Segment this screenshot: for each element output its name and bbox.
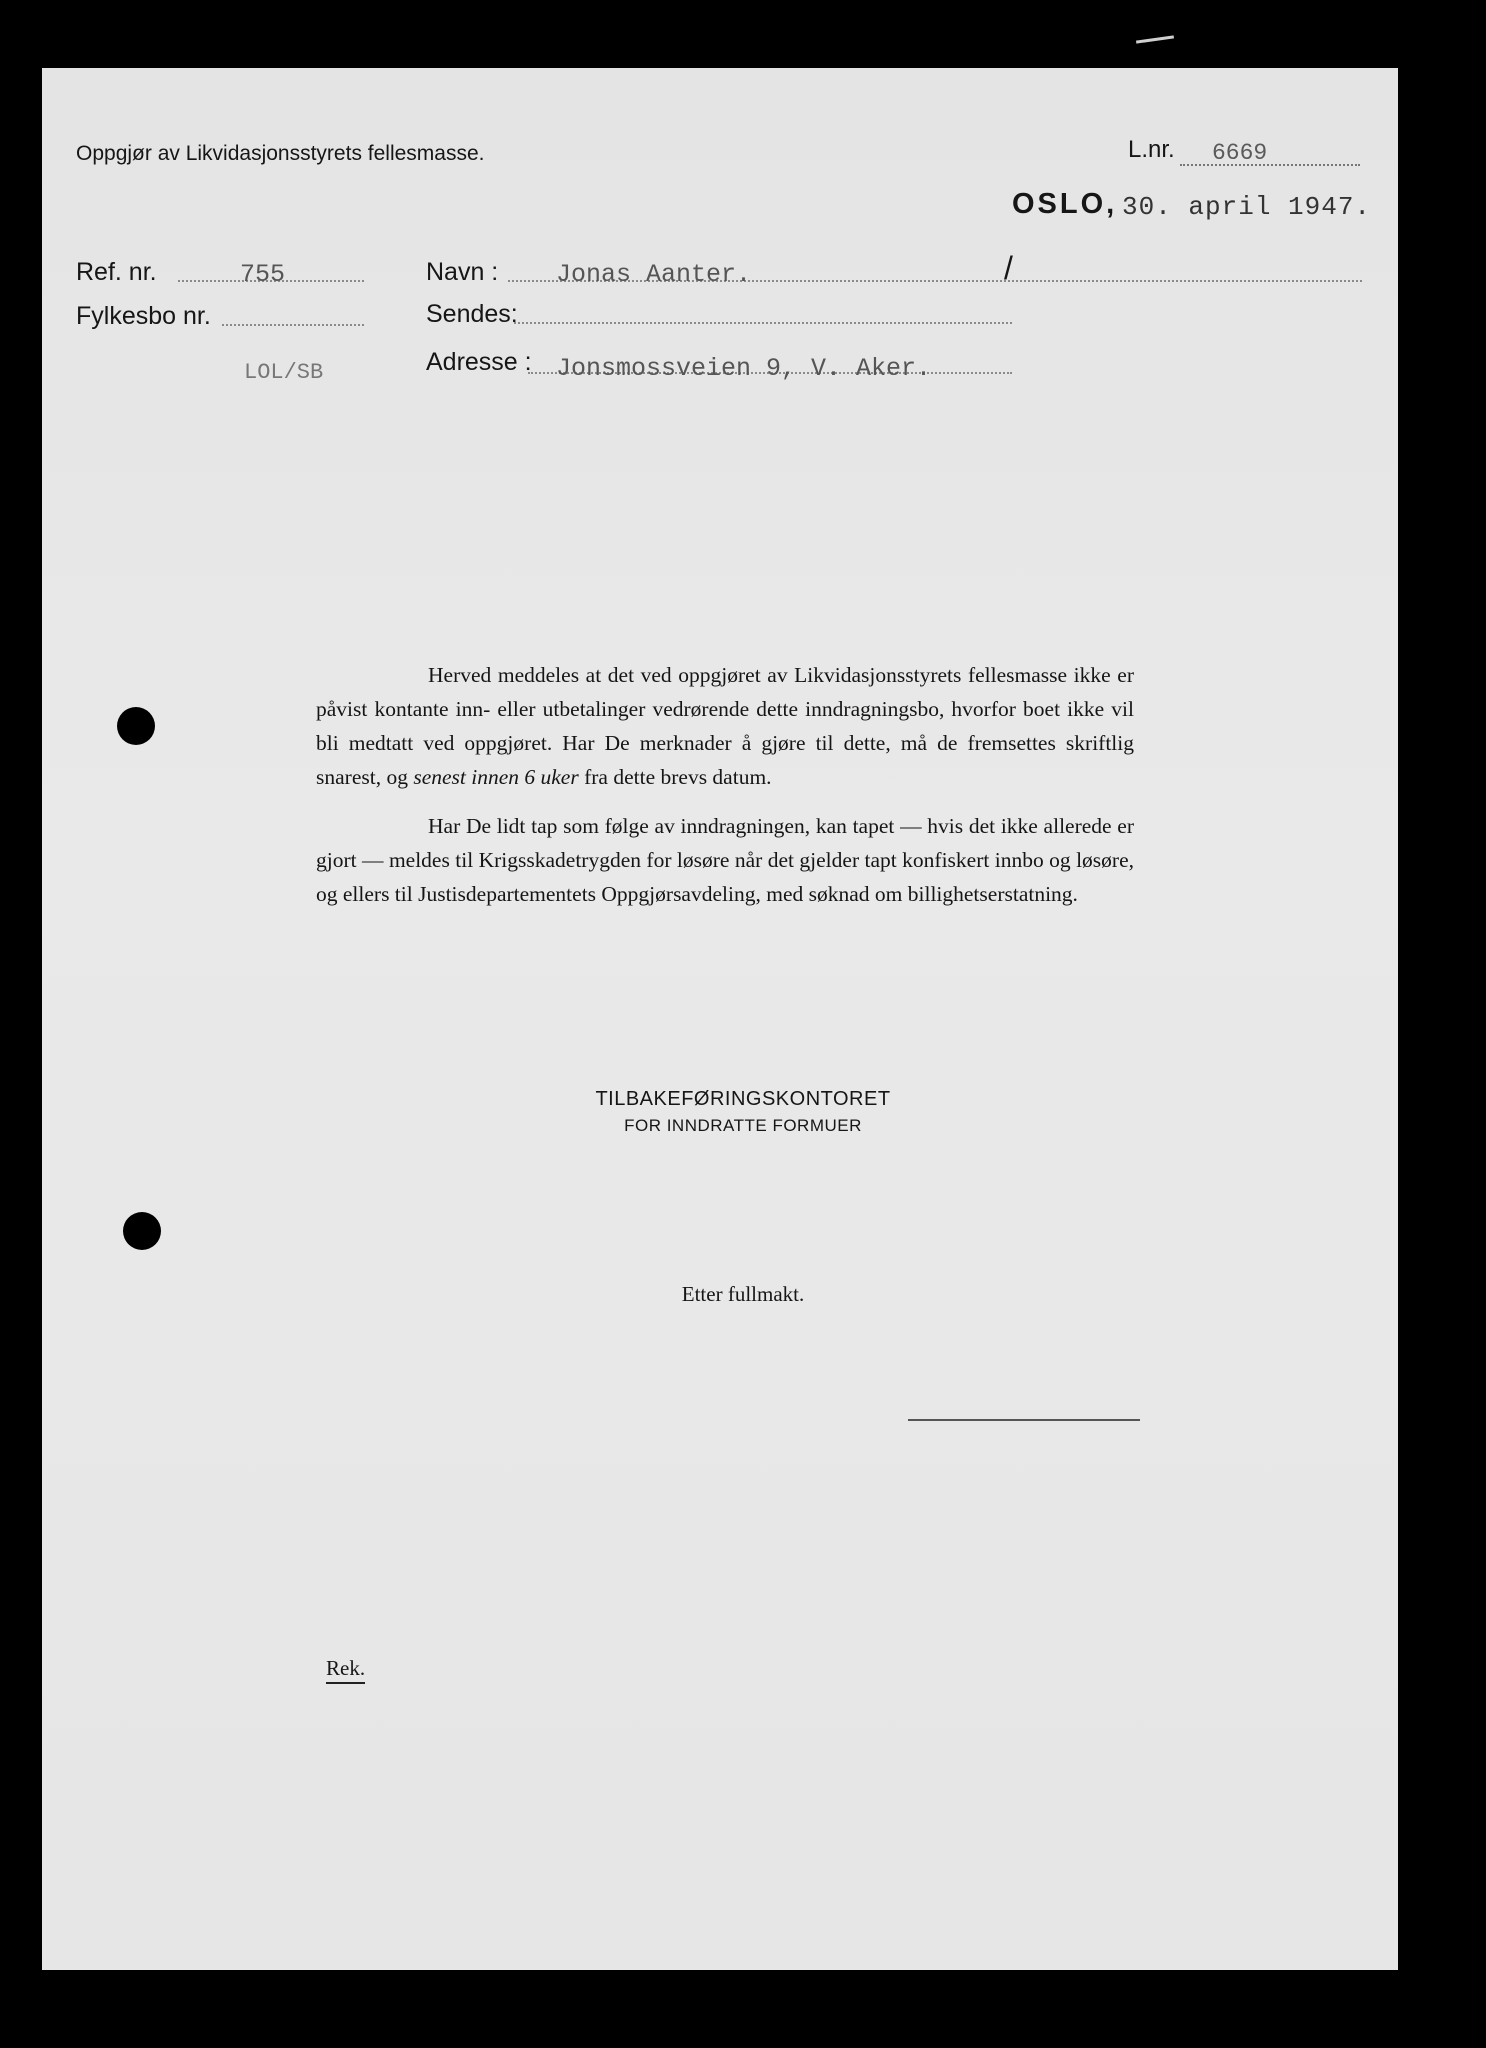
navn-label: Navn : bbox=[426, 258, 499, 286]
initials: LOL/SB bbox=[244, 360, 324, 385]
etter-fullmakt: Etter fullmakt. bbox=[681, 1282, 805, 1306]
lnr-dotted-line bbox=[1180, 164, 1360, 166]
paragraph-1-end: fra dette brevs datum. bbox=[578, 765, 772, 789]
lnr-label: L.nr. bbox=[1128, 136, 1175, 163]
sendes-label: Sendes: bbox=[426, 300, 518, 328]
deadline-emphasis: senest innen 6 uker bbox=[413, 765, 579, 789]
paragraph-2: Har De lidt tap som følge av inndragningen, kan tapet — hvis det ikke allerede er gjort — meldes til Krigsskadetrygden for løsøre når det gjelder tapt konfiskert innbo og løsøre, og ellers til Justisdepartementets Oppgjørsavdeling, med søknad om billighetserstatning. bbox=[316, 814, 1134, 906]
ref-label: Ref. nr. bbox=[76, 258, 157, 286]
fylkesbo-dotted-line bbox=[222, 324, 364, 326]
lnr-value: 6669 bbox=[1212, 140, 1268, 166]
signature-line bbox=[908, 1419, 1140, 1421]
city: OSLO, bbox=[1012, 188, 1118, 220]
date: 30. april 1947. bbox=[1122, 192, 1372, 222]
punch-hole-bottom bbox=[123, 1212, 161, 1250]
scan-mark bbox=[1136, 35, 1174, 43]
adresse-value: Jonsmossveien 9, V. Aker. bbox=[556, 354, 932, 383]
office-subtitle: FOR INNDRATTE FORMUER bbox=[624, 1116, 862, 1135]
rek-note: Rek. bbox=[326, 1656, 365, 1684]
adresse-label: Adresse : bbox=[426, 348, 532, 376]
sendes-dotted-line bbox=[514, 322, 1012, 324]
punch-hole-top bbox=[117, 707, 155, 745]
navn-value: Jonas Aanter. bbox=[556, 260, 752, 289]
document-title: Oppgjør av Likvidasjonsstyrets fellesmasse. bbox=[76, 142, 485, 165]
navn-slash: / bbox=[1004, 250, 1013, 286]
paragraph-1 bbox=[316, 658, 1134, 794]
letter-body bbox=[316, 658, 1134, 926]
paragraph-1-text: Herved meddeles at det ved oppgjøret av Likvidasjonsstyrets fellesmasse ikke er påvist kontante inn- eller utbetalinger vedrørende dette inndragningsbo, hvorfor boet ikke vil bli medtatt ved oppgjøret. Har De merknader å gjøre til dette, må de fremsettes skriftlig snarest, og bbox=[316, 663, 1134, 789]
fylkesbo-label: Fylkesbo nr. bbox=[76, 302, 211, 330]
office-name: TILBAKEFØRINGSKONTORET bbox=[595, 1088, 891, 1110]
ref-value: 755 bbox=[240, 260, 286, 289]
